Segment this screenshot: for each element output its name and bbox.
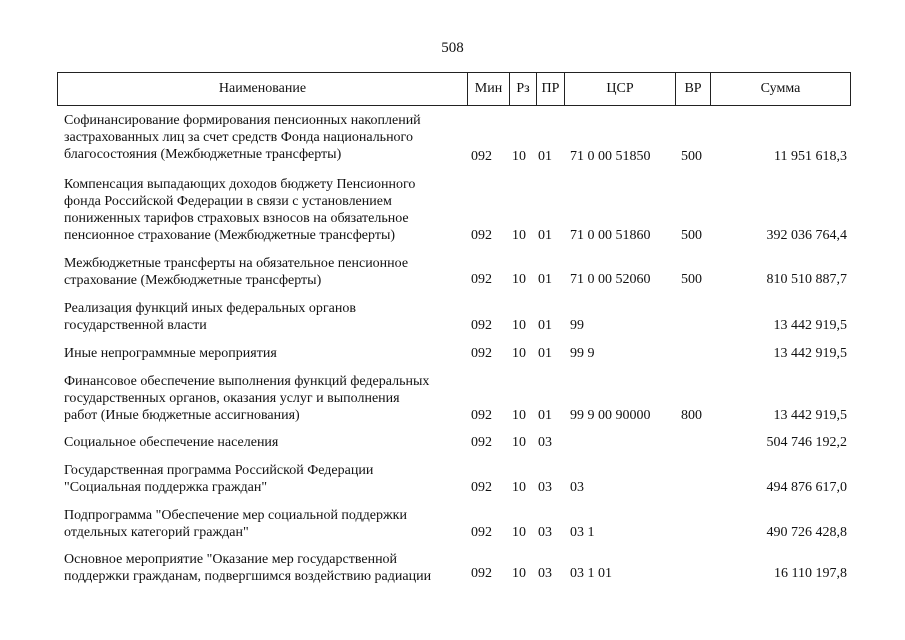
row-sum: 494 876 617,0 <box>766 480 847 495</box>
row-pr: 01 <box>538 346 552 361</box>
row-csr: 71 0 00 51850 <box>570 149 651 164</box>
row-name: Основное мероприятие "Оказание мер государственной поддержки гражданам, подвергшимся воздействию радиации <box>64 552 432 584</box>
row-rz: 10 <box>512 149 526 164</box>
row-csr: 71 0 00 52060 <box>570 272 651 287</box>
row-name: Реализация функций иных федеральных органов государственной власти <box>64 301 356 333</box>
row-name: Социальное обеспечение населения <box>64 435 279 450</box>
row-rz: 10 <box>512 408 526 423</box>
row-min: 092 <box>471 566 492 581</box>
row-vr: 800 <box>681 408 702 423</box>
row-csr: 99 9 00 90000 <box>570 408 651 423</box>
row-sum: 392 036 764,4 <box>766 228 847 243</box>
row-vr: 500 <box>681 149 702 164</box>
row-pr: 03 <box>538 480 552 495</box>
col-header-name: Наименование <box>218 81 307 96</box>
row-csr: 99 9 <box>570 346 595 361</box>
row-sum: 504 746 192,2 <box>766 435 847 450</box>
row-sum: 810 510 887,7 <box>766 272 847 287</box>
row-sum: 16 110 197,8 <box>774 566 847 581</box>
row-name: Софинансирование формирования пенсионных накоплений застрахованных лиц за счет средств Фонда национального благосостояния (Межбюджетные трансферты) <box>64 113 421 162</box>
row-sum: 490 726 428,8 <box>766 525 847 540</box>
row-min: 092 <box>471 228 492 243</box>
row-pr: 03 <box>538 435 552 450</box>
row-rz: 10 <box>512 346 526 361</box>
row-csr: 03 <box>570 480 584 495</box>
row-sum: 11 951 618,3 <box>774 149 847 164</box>
row-min: 092 <box>471 346 492 361</box>
row-min: 092 <box>471 318 492 333</box>
row-pr: 01 <box>538 149 552 164</box>
col-header-vr: ВР <box>675 73 710 105</box>
row-csr: 03 1 01 <box>570 566 612 581</box>
row-csr: 71 0 00 51860 <box>570 228 651 243</box>
row-min: 092 <box>471 480 492 495</box>
row-rz: 10 <box>512 525 526 540</box>
page-number: 508 <box>441 40 464 56</box>
col-header-pr: ПР <box>536 73 564 105</box>
row-pr: 01 <box>538 408 552 423</box>
row-sum: 13 442 919,5 <box>773 408 847 423</box>
row-name: Межбюджетные трансферты на обязательное пенсионное страхование (Межбюджетные трансферты) <box>64 256 409 288</box>
row-pr: 01 <box>538 318 552 333</box>
row-rz: 10 <box>512 228 526 243</box>
row-csr: 03 1 <box>570 525 595 540</box>
row-name: Подпрограмма "Обеспечение мер социальной поддержки отдельных категорий граждан" <box>64 508 407 540</box>
row-pr: 01 <box>538 272 552 287</box>
row-name: Финансовое обеспечение выполнения функций федеральных государственных органов, оказания услуг и выполнения работ (Иные бюджетные ассигнования) <box>64 374 430 423</box>
row-vr: 500 <box>681 228 702 243</box>
row-min: 092 <box>471 408 492 423</box>
row-rz: 10 <box>512 318 526 333</box>
col-header-rz: Рз <box>509 73 536 105</box>
row-name: Иные непрограммные мероприятия <box>64 346 277 361</box>
row-pr: 01 <box>538 228 552 243</box>
row-csr: 99 <box>570 318 584 333</box>
row-sum: 13 442 919,5 <box>773 318 847 333</box>
col-header-sum: Сумма <box>710 73 850 105</box>
row-rz: 10 <box>512 272 526 287</box>
row-name: Государственная программа Российской Федерации "Социальная поддержка граждан" <box>64 463 374 495</box>
col-header-min: Мин <box>467 73 509 105</box>
row-vr: 500 <box>681 272 702 287</box>
row-sum: 13 442 919,5 <box>773 346 847 361</box>
table-header <box>57 72 851 106</box>
row-min: 092 <box>471 525 492 540</box>
row-min: 092 <box>471 435 492 450</box>
row-rz: 10 <box>512 566 526 581</box>
col-header-csr: ЦСР <box>564 73 675 105</box>
row-min: 092 <box>471 272 492 287</box>
row-rz: 10 <box>512 480 526 495</box>
row-min: 092 <box>471 149 492 164</box>
row-pr: 03 <box>538 525 552 540</box>
row-rz: 10 <box>512 435 526 450</box>
row-pr: 03 <box>538 566 552 581</box>
row-name: Компенсация выпадающих доходов бюджету Пенсионного фонда Российской Федерации в связи с установлением пониженных тарифов страховых взносов на обязательное пенсионное страхование (Межбюджетные трансферты) <box>64 177 416 243</box>
